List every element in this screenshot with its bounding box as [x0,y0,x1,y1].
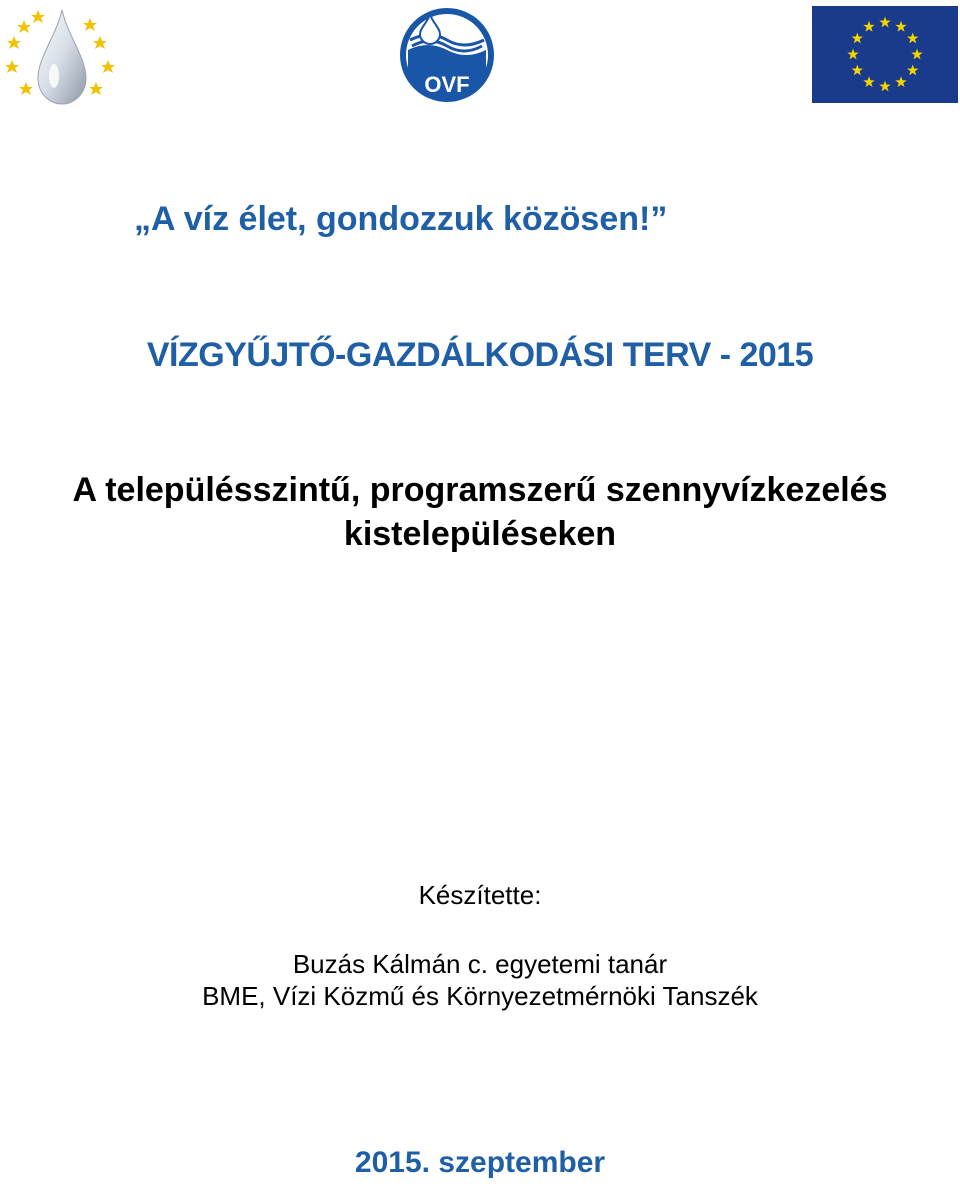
document-title [0,468,960,556]
ovf-logo [398,6,496,104]
plan-title: VÍZGYŰJTŐ-GAZDÁLKODÁSI TERV - 2015 [146,336,814,374]
author-affiliation: BME, Vízi Közmű és Környezetmérnöki Tanszék [202,981,758,1011]
ovf-logo-text: OVF [424,72,470,97]
slogan: „A víz élet, gondozzuk közösen!” [134,200,668,238]
eu-flag-icon [812,6,958,103]
document-title-line-2: kistelepüléseken [343,515,617,553]
prepared-by-label: Készítette: [418,880,542,910]
author-name: Buzás Kálmán c. egyetemi tanár [292,949,668,979]
document-title-line-1: A településszintű, programszerű szennyvízkezelés [72,471,888,509]
author-block [0,948,960,1012]
water-drop-stars-logo [4,6,120,108]
document-date: 2015. szeptember [354,1146,606,1179]
